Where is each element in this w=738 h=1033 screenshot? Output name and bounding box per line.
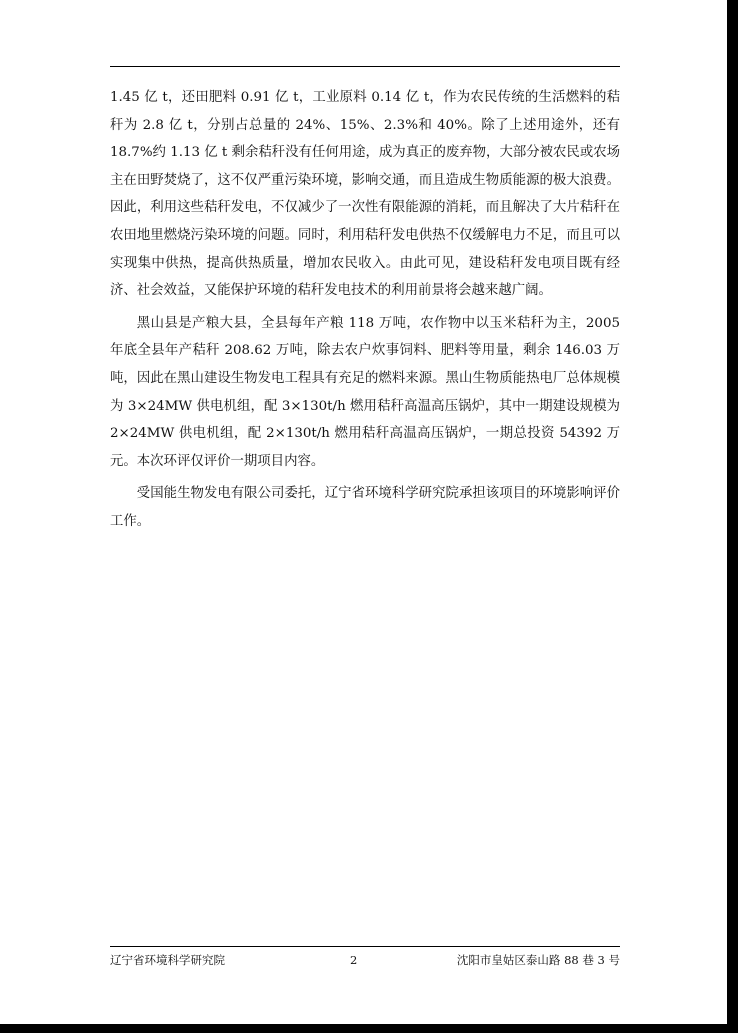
footer-institution: 辽宁省环境科学研究院 <box>110 953 225 967</box>
scan-border-right <box>727 0 738 1033</box>
footer-address: 沈阳市皇姑区泰山路 88 巷 3 号 <box>456 953 620 967</box>
paragraph-2: 黑山县是产粮大县，全县每年产粮 118 万吨，农作物中以玉米秸秆为主，2005 年底全县年产秸秆 208.62 万吨，除去农户炊事饲料、肥料等用量，剩余 146.03 万吨，因此在黑山建设生物发电工程具有充足的燃料来源。黑山生物质能热电厂总体规模为 3×24MW 供电机组，配 3×130t/h 燃用秸秆高温高压锅炉，其中一期建设规模为 2×24MW 供电机组，配 2×130t/h 燃用秸秆高温高压锅炉，一期总投资 54392 万元。本次环评仅评价一期项目内容。 <box>110 315 620 469</box>
paragraph-1: 1.45 亿 t，还田肥料 0.91 亿 t，工业原料 0.14 亿 t，作为农民传统的生活燃料的秸秆为 2.8 亿 t，分别占总量的 24%、15%、2.3%和 40%。除了上述用途外，还有 18.7%约 1.13 亿 t 剩余秸秆没有任何用途，成为真正的废弃物，大部分被农民或农场主在田野焚烧了，这不仅严重污染环境，影响交通，而且造成生物质能源的极大浪费。因此，利用这些秸秆发电，不仅减少了一次性有限能源的消耗，而且解决了大片秸秆在农田地里燃烧污染环境的问题。同时，利用秸秆发电供热不仅缓解电力不足，而且可以实现集中供热，提高供热质量，增加农民收入。由此可见，建设秸秆发电项目既有经济、社会效益，又能保护环境的秸秆发电技术的利用前景将会越来越广阔。 <box>110 90 620 299</box>
footer-page-number: 2 <box>350 953 358 967</box>
header-rule <box>110 66 620 67</box>
paragraph-3: 受国能生物发电有限公司委托，辽宁省环境科学研究院承担该项目的环境影响评价工作。 <box>110 486 620 529</box>
body-text <box>110 84 620 536</box>
scan-border-bottom <box>0 1024 738 1033</box>
footer-rule <box>110 946 620 947</box>
